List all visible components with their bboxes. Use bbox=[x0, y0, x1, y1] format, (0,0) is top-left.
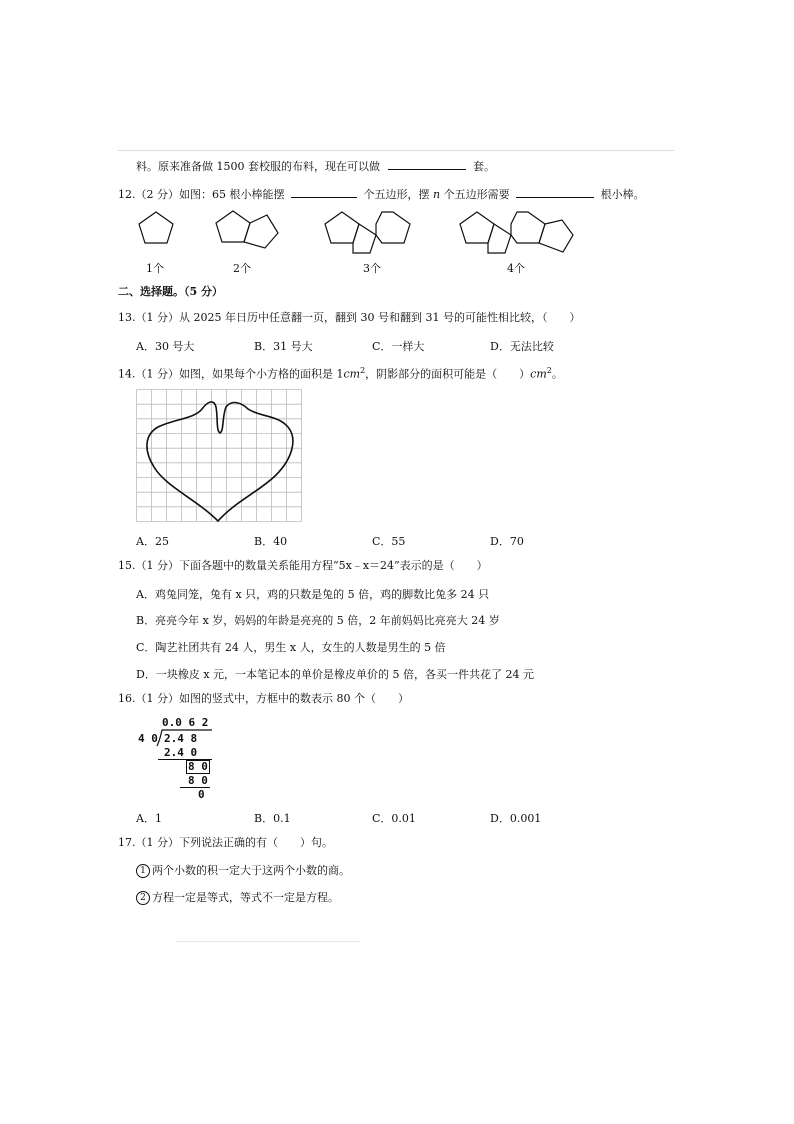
q15-question: 15.（1 分）下面各题中的数量关系能用方程“5x﹣x＝24”表示的是（ ） bbox=[118, 559, 488, 572]
q15-option-c[interactable]: C．陶艺社团共有 24 人，男生 x 人，女生的人数是男生的 5 倍 bbox=[136, 641, 446, 654]
pentagon-1 bbox=[139, 212, 173, 243]
circled-number-2: 2 bbox=[136, 891, 150, 905]
pentagon-2b bbox=[244, 215, 278, 248]
q13-option-c[interactable]: C．一样大 bbox=[372, 340, 425, 353]
long-division bbox=[136, 716, 226, 802]
q11-answer-blank[interactable] bbox=[388, 158, 466, 170]
q14-sup-2: 2 bbox=[546, 366, 552, 375]
q17-statement-1-text: 两个小数的积一定大于这两个小数的商。 bbox=[152, 864, 350, 877]
q14-option-b[interactable]: B．40 bbox=[254, 535, 288, 548]
q14-unit-2: cm bbox=[530, 367, 547, 381]
division-quotient: 0.0 6 2 bbox=[162, 716, 209, 729]
division-divisor: 4 0 bbox=[138, 732, 158, 745]
q14-sup: 2 bbox=[360, 366, 366, 375]
q16-option-a[interactable]: A．1 bbox=[136, 812, 162, 825]
q12-answer-blank-2[interactable] bbox=[516, 186, 594, 198]
q15-option-a[interactable]: A．鸡兔同笼，兔有 x 只，鸡的只数是兔的 5 倍，鸡的脚数比兔多 24 只 bbox=[136, 588, 490, 601]
division-boxed-value: 8 0 bbox=[188, 760, 208, 773]
q12-mid2: 个五边形需要 bbox=[443, 188, 510, 201]
q14-option-d[interactable]: D．70 bbox=[490, 535, 524, 548]
q17-statement-2-text: 方程一定是等式，等式不一定是方程。 bbox=[152, 891, 339, 904]
q13-option-a[interactable]: A．30 号大 bbox=[136, 340, 195, 353]
q17-statement-1 bbox=[136, 862, 350, 878]
leaf-grid-figure bbox=[136, 389, 302, 522]
pentagon-3c bbox=[376, 212, 410, 243]
top-divider bbox=[118, 150, 674, 151]
q16-question: 16.（1 分）如图的竖式中，方框中的数表示 80 个（ ） bbox=[118, 692, 409, 705]
pentagon-figures bbox=[120, 200, 600, 260]
fig-label-4: 4个 bbox=[507, 262, 525, 275]
division-remainder: 0 bbox=[198, 788, 205, 801]
q15-option-d[interactable]: D．一块橡皮 x 元，一本笔记本的单价是橡皮单价的 5 倍，各买一件共花了 24 元 bbox=[136, 668, 534, 681]
q12-var-n: n bbox=[432, 188, 441, 201]
pentagon-4d bbox=[539, 220, 573, 252]
q11-text-end: 套。 bbox=[473, 160, 495, 173]
fig-label-2: 2个 bbox=[233, 262, 251, 275]
bottom-divider bbox=[176, 941, 360, 942]
q14-unit: cm bbox=[343, 367, 361, 381]
q14-text-b: ，阴影部分的面积可能是（ ） bbox=[365, 367, 531, 381]
q14-text-c: 。 bbox=[551, 367, 563, 381]
q13-option-b[interactable]: B．31 号大 bbox=[254, 340, 313, 353]
q14-text-a: 14.（1 分）如图，如果每个小方格的面积是 1 bbox=[118, 367, 344, 381]
q13-option-d[interactable]: D．无法比较 bbox=[490, 340, 554, 353]
q16-option-c[interactable]: C．0.01 bbox=[372, 812, 416, 825]
q16-option-d[interactable]: D．0.001 bbox=[490, 812, 542, 825]
q15-option-b[interactable]: B．亮亮今年 x 岁，妈妈的年龄是亮亮的 5 倍，2 年前妈妈比亮亮大 24 岁 bbox=[136, 614, 500, 627]
division-dividend: 2.4 8 bbox=[164, 732, 198, 745]
q12-mid1: 个五边形，摆 bbox=[363, 188, 430, 201]
leaf-shape bbox=[147, 402, 293, 521]
division-step1: 2.4 0 bbox=[164, 746, 198, 759]
pentagon-4b bbox=[488, 224, 511, 253]
fig-label-3: 3个 bbox=[363, 262, 381, 275]
q12-suffix: 根小棒。 bbox=[600, 188, 645, 201]
q17-statement-2 bbox=[136, 889, 339, 905]
q11-line bbox=[136, 158, 495, 174]
circled-number-1: 1 bbox=[136, 864, 150, 878]
division-step2: 8 0 bbox=[188, 774, 208, 787]
division-line-2 bbox=[180, 787, 210, 788]
q17-question: 17.（1 分）下列说法正确的有（ ）句。 bbox=[118, 836, 333, 849]
fig-label-1: 1个 bbox=[146, 262, 164, 275]
q11-text: 料。原来准备做 1500 套校服的布料，现在可以做 bbox=[136, 160, 380, 173]
q12-prefix: 12.（2 分）如图：65 根小棒能摆 bbox=[118, 188, 285, 201]
q16-option-b[interactable]: B．0.1 bbox=[254, 812, 291, 825]
pentagon-3b bbox=[353, 224, 376, 253]
section-title: 二、选择题。（5 分） bbox=[118, 285, 223, 298]
q13-question: 13.（1 分）从 2025 年日历中任意翻一页，翻到 30 号和翻到 31 号的可能性相比较，（ ） bbox=[118, 311, 581, 324]
q14-option-a[interactable]: A．25 bbox=[136, 535, 169, 548]
q14-question bbox=[118, 364, 563, 382]
q12-answer-blank-1[interactable] bbox=[291, 186, 357, 198]
q14-option-c[interactable]: C．55 bbox=[372, 535, 406, 548]
